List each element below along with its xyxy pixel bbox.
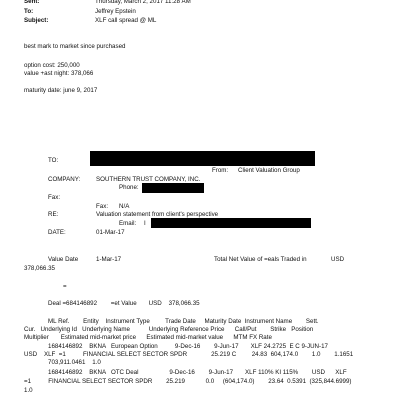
to-value: Jeffrey Epstein — [95, 8, 136, 15]
redaction-block-phone — [142, 183, 204, 193]
table-row-2-line-1: 1684146892 BKNA OTC Deal 9-Dec-16 9-Jun-17 XLF 110% KI 115% USD XLF — [48, 369, 347, 376]
table-row-2-line-3: 1.0 — [24, 387, 33, 394]
table-row-1-line-3: 703,911.0461 1.0 — [48, 359, 101, 366]
body-line-3: value +ast night: 378,066 — [24, 70, 94, 77]
date-value: 01-Mar-17 — [96, 229, 125, 236]
email-label: Email: — [119, 220, 137, 227]
net-value-currency: USD — [331, 256, 345, 263]
phone-label: Phone: — [119, 184, 139, 191]
table-header-row-3: Multiplier Estimated mid-market price Estimated mid-market value MTM FX Rate — [24, 334, 272, 341]
subject-label: Subject: — [24, 17, 49, 24]
value-date-label: Value Date — [48, 256, 79, 263]
redaction-block-email — [151, 218, 311, 228]
table-row-2-line-2: =1 FINANCIAL SELECT SECTOR SPDR 25.219 0.0 (604,174.0) 23.64 0.5391 (325,844.6999) — [24, 378, 352, 385]
redaction-block-to — [90, 151, 315, 166]
email-fragment: I — [144, 220, 146, 227]
subject-value: XLF call spread @ ML — [95, 17, 157, 24]
deal-line: Deal =684146892 =et Value USD 378,066.35 — [48, 300, 200, 307]
table-row-1-line-2: USD XLF =1 FINANCIAL SELECT SECTOR SPDR 25.219 C 24.83 604,174.0 1.0 1.1651 — [24, 351, 354, 358]
re-value: Valuation statement from client's perspective — [96, 211, 219, 218]
company-label: COMPANY: — [48, 176, 81, 183]
body-line-2: option cost: 250,000 — [24, 62, 80, 69]
table-header-row-1: ML Ref. Entity Instrument Type Trade Date Maturity Date Instrument Name Sett. — [48, 318, 319, 325]
from-label: From: — [212, 167, 229, 174]
net-value-label: Total Net Value of =eals Traded in — [214, 256, 307, 263]
equals-mark: = — [63, 283, 67, 290]
sent-value: Thursday, March 2, 2017 11:28 AM — [95, 0, 191, 5]
re-label: RE: — [48, 211, 59, 218]
fax-label: Fax: — [48, 194, 61, 201]
table-row-1-line-1: 1684146892 BKNA European Option 9-Dec-16 9-Jun-17 XLF 24.2725 E C 9-JUN-17 — [48, 343, 328, 350]
company-value: SOUTHERN TRUST COMPANY, INC. — [96, 176, 201, 183]
table-header-row-2: Cur. Underlying Id Underlying Name Underlying Reference Price Call/Put Strike Position — [24, 326, 314, 333]
fax2-label: Fax: — [96, 203, 109, 210]
body-line-4: maturity date: june 9, 2017 — [24, 87, 98, 94]
net-value-amount: 378,066.35 — [24, 265, 55, 272]
to-label: To: — [24, 8, 34, 15]
date-label: DATE: — [48, 229, 66, 236]
body-line-1: best mark to market since purchased — [24, 43, 126, 50]
stmt-to-label: TO: — [48, 157, 59, 164]
value-date-value: 1-Mar-17 — [96, 256, 122, 263]
fax2-value: N/A — [119, 203, 130, 210]
from-value: Client Valuation Group — [238, 167, 300, 174]
sent-label: Sent: — [24, 0, 40, 5]
